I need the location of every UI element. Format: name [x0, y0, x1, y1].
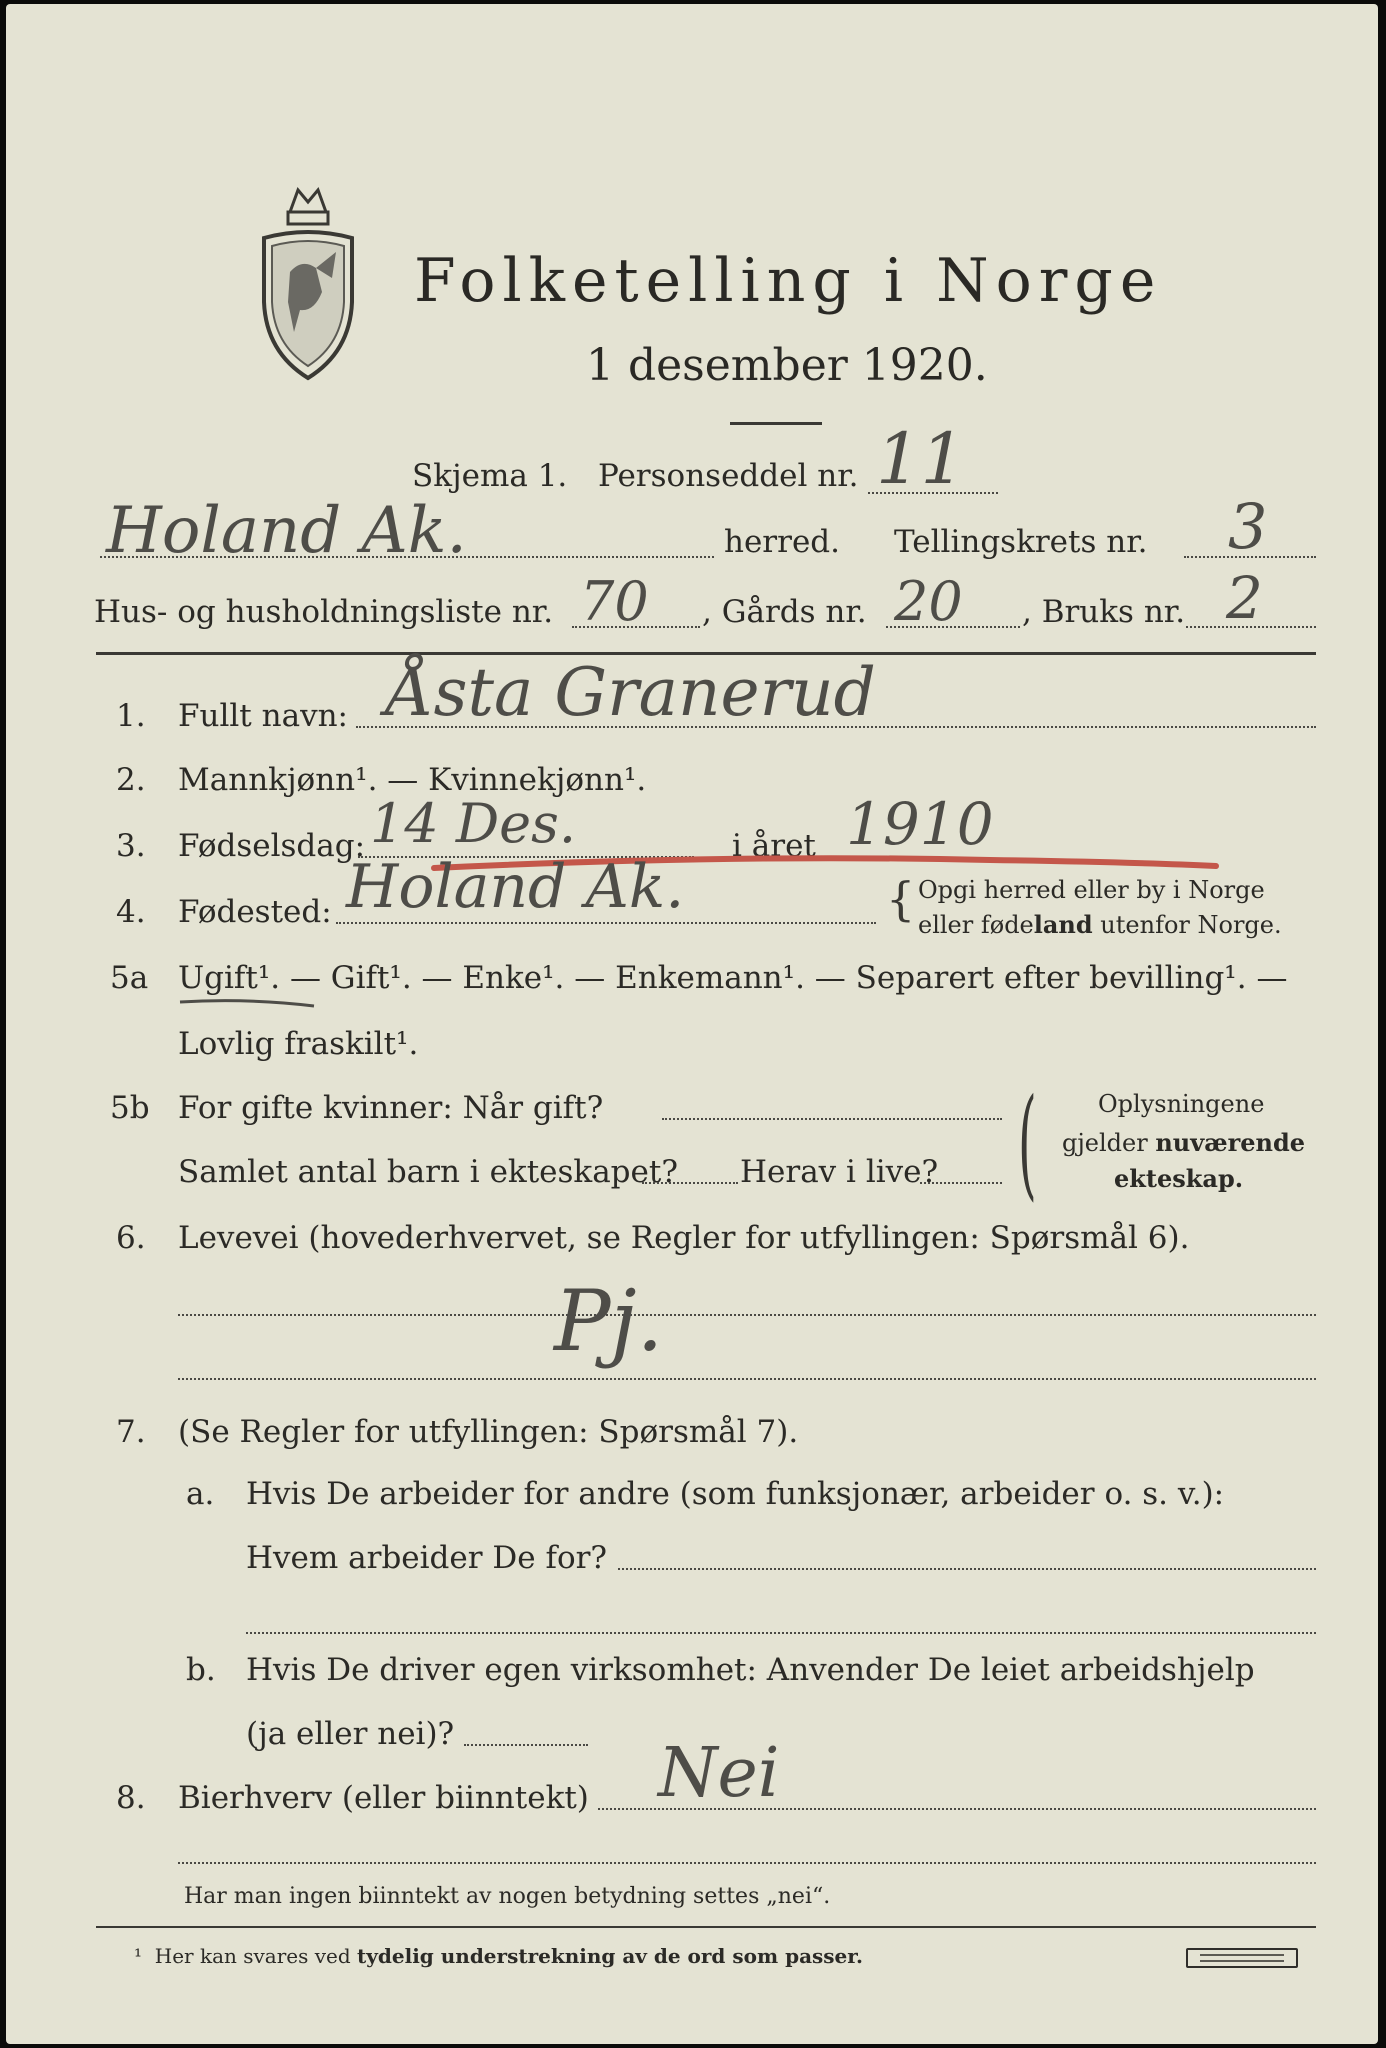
- hus-label: Hus- og husholdningsliste nr.: [94, 594, 554, 630]
- hus-value[interactable]: 70: [580, 570, 649, 633]
- q3-year-label: i året: [732, 828, 816, 864]
- q3-label: Fødselsdag:: [178, 828, 366, 864]
- q4-note-brace: {: [886, 872, 916, 926]
- q5a-options: Ugift¹. — Gift¹. — Enke¹. — Enkemann¹. — Separert efter bevilling¹. —: [178, 960, 1288, 996]
- q5b-when-married-line: [662, 1118, 1002, 1120]
- census-form-sheet: [6, 4, 1378, 2044]
- form-title: Folketelling i Norge: [414, 246, 1163, 316]
- tellingskrets-value[interactable]: 3: [1228, 490, 1268, 563]
- q5b-children-label: Samlet antal barn i ekteskapet?: [178, 1154, 678, 1190]
- q5a-number: 5a: [110, 960, 149, 996]
- footer-separator: [96, 1926, 1316, 1928]
- q8-value[interactable]: Nei: [658, 1734, 780, 1813]
- q7a-employer-line: [618, 1568, 1316, 1570]
- q5b-number: 5b: [110, 1090, 150, 1126]
- q4-note-line1: Opgi herred eller by i Norge: [918, 876, 1265, 904]
- q7b-yesno-label: (ja eller nei)?: [246, 1716, 455, 1752]
- skjema-label: Skjema 1.: [412, 458, 568, 494]
- personseddel-value[interactable]: 11: [876, 418, 966, 500]
- q3-year-value[interactable]: 1910: [846, 790, 994, 858]
- bruks-label: , Bruks nr.: [1022, 594, 1186, 630]
- q2-number: 2.: [116, 762, 146, 798]
- title-divider: [730, 422, 822, 425]
- q7a-letter: a.: [186, 1476, 215, 1512]
- q7-label: (Se Regler for utfyllingen: Spørsmål 7).: [178, 1414, 799, 1450]
- q5b-children-line: [642, 1182, 738, 1184]
- personseddel-label: Personseddel nr.: [598, 458, 859, 494]
- q7b-letter: b.: [186, 1652, 216, 1688]
- bruks-value[interactable]: 2: [1226, 564, 1263, 632]
- herred-label: herred.: [724, 524, 840, 560]
- q5b-note-line3: ekteskap.: [1114, 1164, 1244, 1193]
- q8-number: 8.: [116, 1780, 146, 1816]
- q5b-alive-line: [920, 1182, 1002, 1184]
- q3-day-value[interactable]: 14 Des.: [370, 792, 577, 855]
- q3-number: 3.: [116, 828, 146, 864]
- q6-value[interactable]: Pj.: [554, 1272, 664, 1370]
- q1-value[interactable]: Åsta Granerud: [386, 654, 876, 731]
- coat-of-arms-icon: [250, 182, 366, 382]
- gards-label: , Gårds nr.: [702, 594, 867, 630]
- tellingskrets-label: Tellingskrets nr.: [894, 524, 1148, 560]
- q8-line2: [178, 1862, 1316, 1864]
- q1-label: Fullt navn:: [178, 698, 348, 734]
- ugift-underline: [178, 994, 318, 1012]
- q1-number: 1.: [116, 698, 146, 734]
- q4-value[interactable]: Holand Ak.: [346, 852, 685, 922]
- q8-label: Bierhverv (eller biinntekt): [178, 1780, 589, 1816]
- q2-label: Mannkjønn¹. — Kvinnekjønn¹.: [178, 762, 647, 798]
- q7b-yesno-line: [464, 1744, 588, 1746]
- q7a-label: Hvis De arbeider for andre (som funksjonær, arbeider o. s. v.):: [246, 1476, 1225, 1512]
- printer-stamp-icon: [1186, 1948, 1298, 1968]
- q7-number: 7.: [116, 1414, 146, 1450]
- q5a-options-line2: Lovlig fraskilt¹.: [178, 1026, 419, 1062]
- q7a-employer-line2: [246, 1632, 1316, 1634]
- herred-value[interactable]: Holand Ak.: [106, 494, 467, 568]
- q7b-label: Hvis De driver egen virksomhet: Anvender De leiet arbeidshjelp: [246, 1652, 1255, 1688]
- q6-number: 6.: [116, 1220, 146, 1256]
- form-date: 1 desember 1920.: [586, 340, 988, 391]
- q6-line2: [178, 1378, 1316, 1380]
- q4-number: 4.: [116, 894, 146, 930]
- gards-value[interactable]: 20: [894, 570, 963, 633]
- q7a-employer-label: Hvem arbeider De for?: [246, 1540, 608, 1576]
- q4-note-line2: eller fødeland utenfor Norge.: [918, 910, 1282, 939]
- q4-line: [336, 922, 876, 924]
- q5b-note-brace: (: [1018, 1074, 1037, 1213]
- q4-label: Fødested:: [178, 894, 332, 930]
- q5b-alive-label: Herav i live?: [740, 1154, 939, 1190]
- q5b-when-married-label: For gifte kvinner: Når gift?: [178, 1090, 604, 1126]
- q5b-note-line2: gjelder nuværende: [1062, 1128, 1306, 1157]
- q6-line1: [178, 1314, 1316, 1316]
- footer-note: Har man ingen biinntekt av nogen betydning settes „nei“.: [184, 1884, 831, 1909]
- footnote: ¹ Her kan svares ved tydelig understrekning av de ord som passer.: [134, 1944, 863, 1968]
- q6-label: Levevei (hovederhvervet, se Regler for utfyllingen: Spørsmål 6).: [178, 1220, 1190, 1256]
- q5b-note-line1: Oplysningene: [1098, 1090, 1265, 1118]
